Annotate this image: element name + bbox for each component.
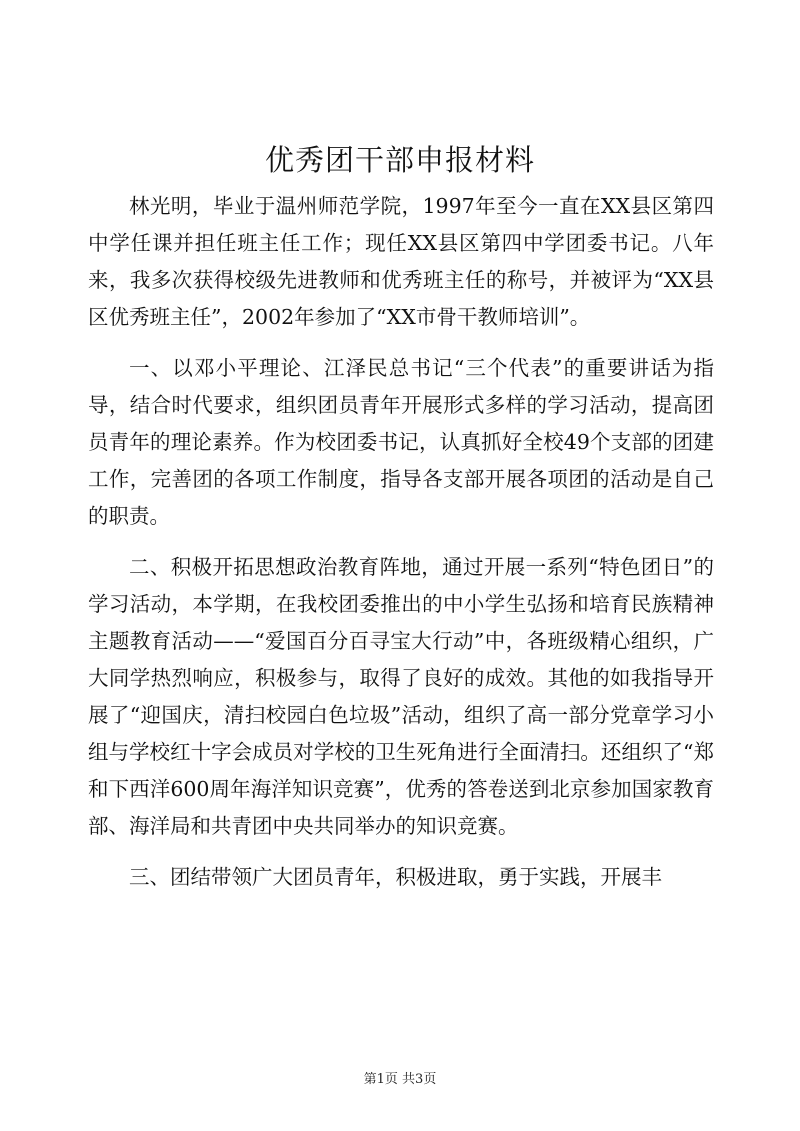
paragraph-section-3: 三、团结带领广大团员青年，积极进取，勇于实践，开展丰 [129,865,662,889]
page-number-footer: 第1页 共3页 [363,1072,437,1087]
paragraph-intro: 林光明，毕业于温州师范学院，1997年至今一直在XX县区第四中学任课并担任班主任工作；现任XX县区第四中学团委书记。八年来，我多次获得校级先进教师和优秀班主任的称号，并被评为“XX县区优秀班主任”，2002年参加了“XX市骨干教师培训”。 [88,194,714,329]
document-body [88,188,714,910]
paragraph-section-2: 二、积极开拓思想政治教育阵地，通过开展一系列“特色团日”的学习活动，本学期，在我校团委推出的中小学生弘扬和培育民族精神主题教育活动——“爱国百分百寻宝大行动”中，各班级精心组织，广大同学热烈响应，积极参与，取得了良好的成效。其他的如我指导开展了“迎国庆，清扫校园白色垃圾”活动，组织了高一部分党章学习小组与学校红十字会成员对学校的卫生死角进行全面清扫。还组织了“郑和下西洋600周年海洋知识竞赛”，优秀的答卷送到北京参加国家教育部、海洋局和共青团中央共同举办的知识竞赛。 [88,555,714,838]
document-title: 优秀团干部申报材料 [264,143,535,177]
paragraph-section-1: 一、以邓小平理论、江泽民总书记“三个代表”的重要讲话为指导，结合时代要求，组织团员青年开展形式多样的学习活动，提高团员青年的理论素养。作为校团委书记，认真抓好全校49个支部的团建工作，完善团的各项工作制度，指导各支部开展各项团的活动是自己的职责。 [88,356,714,528]
